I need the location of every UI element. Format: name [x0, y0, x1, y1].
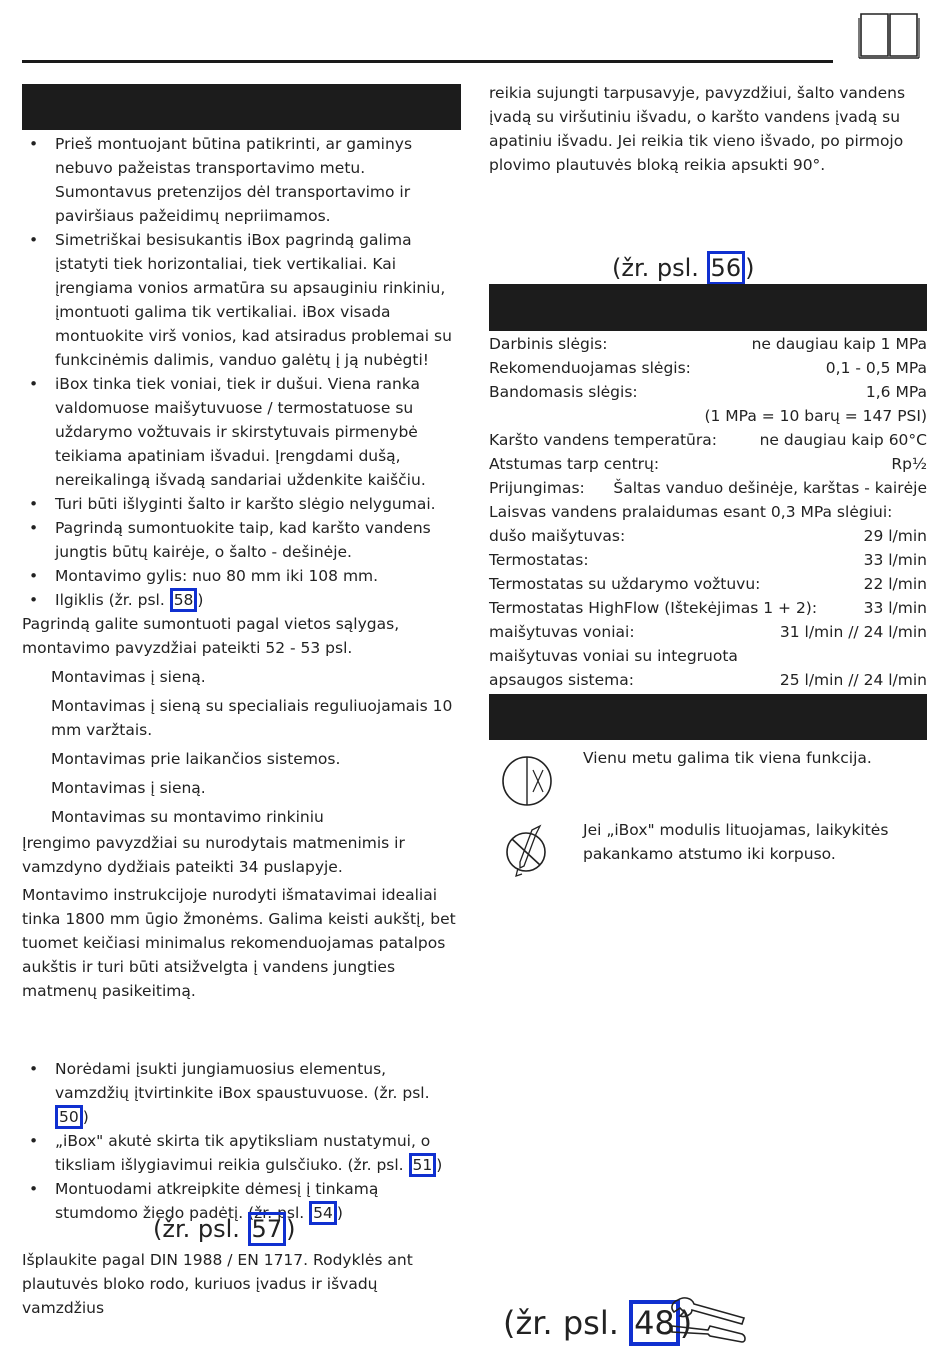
- mount-option: Montavimas į sieną.: [51, 779, 206, 797]
- flow-value: 29 l/min: [863, 527, 927, 545]
- symbol-text-one-function: Vienu metu galima tik viena funkcija.: [583, 749, 872, 767]
- spec-row: [489, 452, 927, 476]
- list-item-tail: ): [197, 591, 204, 609]
- flow-value: 33 l/min: [863, 599, 927, 617]
- flow-heading: Laisvas vandens pralaidumas esant 0,3 MPa slėgiui:: [489, 503, 893, 521]
- spec-value: 1,6 MPa: [865, 383, 927, 401]
- list-item-text: Simetriškai besisukantis iBox pagrindą galima įstatyti tiek horizontaliai, tiek vertikaliai. Kai įrengiama vonios armatūra su apsauginiu rinkiniu, įmontuoti galima tik vertikaliai. iBox visada montuokite virš vonios, kad atsiradus problemai su funkcinėmis dalimis, vanduo galėtų į ją nubėgti!: [55, 231, 452, 369]
- mount-option: Montavimas su montavimo rinkiniu: [51, 808, 324, 826]
- mount-option: Montavimas į sieną su specialiais reguliuojamais 10 mm varžtais.: [51, 697, 453, 739]
- spec-row: [489, 428, 927, 452]
- list-item: [22, 492, 462, 516]
- flow-row: [489, 596, 927, 620]
- flow-label: maišytuvas voniai:: [489, 623, 635, 641]
- spec-row: [489, 332, 927, 356]
- spec-value: ne daugiau kaip 60°C: [759, 431, 927, 449]
- mount-option: Montavimas į sieną.: [51, 668, 206, 686]
- list-item-tail: ): [82, 1108, 89, 1126]
- page-link-58[interactable]: 58: [170, 588, 198, 612]
- flow-value: 22 l/min: [863, 575, 927, 593]
- spec-row: [489, 380, 927, 404]
- spec-value: Rp½: [891, 455, 927, 473]
- bullets-safety: [22, 132, 462, 612]
- list-item: [22, 228, 462, 372]
- specs-table: [489, 332, 927, 692]
- list-item-text: „iBox" akutė skirta tik apytiksliam nustatymui, o tiksliam išlygiavimui reikia gulsčiuko. (žr. psl.: [55, 1132, 431, 1174]
- list-item-tail: ): [436, 1156, 443, 1174]
- flow-row: [489, 548, 927, 572]
- section-bar-symbols: [489, 694, 927, 740]
- spec-label: Prijungimas:: [489, 479, 585, 497]
- list-item-text: Montavimo gylis: nuo 80 mm iki 108 mm.: [55, 567, 379, 585]
- see-page-56: [612, 251, 754, 285]
- paragraph-flush-continued: reikia sujungti tarpusavyje, pavyzdžiui, šalto vandens įvadą su viršutiniu išvadu, o karšto vandens įvadą su apatiniu išvadu. Jei reikia tik vieno išvado, po pirmojo plovimo plautuvės bloką reikia apsukti 90°.: [489, 84, 906, 174]
- flow-label: Termostatas HighFlow (Ištekėjimas 1 + 2):: [489, 599, 818, 617]
- list-item-text: Ilgiklis (žr. psl.: [55, 591, 170, 609]
- spec-label: Darbinis slėgis:: [489, 335, 608, 353]
- list-item-text: Montuodami atkreipkite dėmesį į tinkamą stumdomo žiedo padėtį. (žr. psl.: [55, 1180, 379, 1222]
- bullets-installation: [22, 1057, 462, 1225]
- section-bar-safety: [22, 84, 461, 130]
- spec-label: Rekomenduojamas slėgis:: [489, 359, 691, 377]
- flow-row: [489, 572, 927, 596]
- list-item-text: Prieš montuojant būtina patikrinti, ar gaminys nebuvo pažeistas transportavimo metu. Sumontavus pretenzijos dėl transportavimo ir paviršiaus pažeidimų nepriimamos.: [55, 135, 413, 225]
- spec-row: [489, 404, 927, 428]
- symbol-text-soldering: Jei „iBox" modulis lituojamas, laikykitės pakankamo atstumo iki korpuso.: [583, 821, 889, 863]
- list-item: [22, 516, 462, 564]
- list-item-text: iBox tinka tiek voniai, tiek ir dušui. Viena ranka valdomuose maišytuvuose / termostatuose su uždarymo vožtuvais ir skirstytuvais pirmenybė teikiama apatiniam išvadui. Įrengdami dušą, nereikalingą išvadą sandariai uždenkite kaiščiu.: [55, 375, 426, 489]
- page-link-57[interactable]: 57: [248, 1212, 287, 1246]
- flow-label: Termostatas su uždarymo vožtuvu:: [489, 575, 761, 593]
- spec-value: 0,1 - 0,5 MPa: [825, 359, 927, 377]
- spec-value: ne daugiau kaip 1 MPa: [751, 335, 927, 353]
- section-bar-specs: [489, 284, 927, 331]
- see-page-prefix: (žr. psl.: [153, 1215, 248, 1243]
- left-column: [22, 132, 462, 1003]
- list-item: [22, 132, 462, 228]
- flow-label: apsaugos sistema:: [489, 671, 634, 689]
- list-item: [22, 588, 462, 612]
- page-link-50[interactable]: 50: [55, 1105, 83, 1129]
- flow-row: [489, 644, 927, 668]
- mount-option: Montavimas prie laikančios sistemos.: [51, 750, 341, 768]
- flow-row: [489, 620, 927, 644]
- spec-label: Bandomasis slėgis:: [489, 383, 638, 401]
- wrench-screwdriver-icon: [668, 1296, 748, 1346]
- book-icon: [858, 8, 920, 60]
- see-page-48: [503, 1300, 692, 1346]
- flow-value: 25 l/min // 24 l/min: [779, 671, 927, 689]
- paragraph-flush: Išplaukite pagal DIN 1988 / EN 1717. Rodyklės ant plautuvės bloko rodo, kuriuos įvadus ir išvadų vamzdžius: [22, 1251, 413, 1317]
- page-link-54[interactable]: 54: [309, 1201, 337, 1225]
- list-item: [22, 1057, 462, 1129]
- flow-row: [489, 524, 927, 548]
- flow-label: maišytuvas voniai su integruota: [489, 647, 738, 665]
- page-link-48[interactable]: 48: [629, 1300, 680, 1346]
- see-page-57: [153, 1212, 295, 1246]
- page-link-51[interactable]: 51: [409, 1153, 437, 1177]
- list-item: [22, 372, 462, 492]
- spec-value: (1 MPa = 10 barų = 147 PSI): [704, 407, 927, 425]
- spec-label: Karšto vandens temperatūra:: [489, 431, 717, 449]
- spec-row: [489, 356, 927, 380]
- see-page-prefix: (žr. psl.: [612, 254, 707, 282]
- no-soldering-icon: [502, 822, 554, 878]
- flow-value: 33 l/min: [863, 551, 927, 569]
- list-item: [22, 1129, 462, 1177]
- mount-options: [22, 665, 462, 829]
- page-link-56[interactable]: 56: [707, 251, 746, 285]
- list-item: [22, 564, 462, 588]
- spec-label: Atstumas tarp centrų:: [489, 455, 660, 473]
- paragraph-dimensions: Montavimo instrukcijoje nurodyti išmatavimai idealiai tinka 1800 mm ūgio žmonėms. Galima keisti aukštį, bet tuomet keičiasi minimalus rekomenduojamas patalpos aukštis ir turi būti atsižvelgta į vandens jungties matmenų pasikeitimą.: [22, 886, 456, 1000]
- list-item-text: Turi būti išlyginti šalto ir karšto slėgio nelygumai.: [55, 495, 436, 513]
- see-page-prefix: (žr. psl.: [503, 1304, 630, 1342]
- see-page-tail: ): [286, 1215, 296, 1243]
- see-page-tail: ): [679, 1304, 693, 1342]
- list-item-text: Norėdami įsukti jungiamuosius elementus, vamzdžių įtvirtinkite iBox spaustuvuose. (žr. psl.: [55, 1060, 430, 1102]
- flow-row: [489, 668, 927, 692]
- spec-value: Šaltas vanduo dešinėje, karštas - kairėje: [613, 479, 927, 497]
- flow-label: dušo maišytuvas:: [489, 527, 626, 545]
- paragraph-examples: Įrengimo pavyzdžiai su nurodytais matmenimis ir vamzdyno dydžiais pateikti 34 puslapyje.: [22, 834, 405, 876]
- spec-row: [489, 476, 927, 500]
- flow-label: Termostatas:: [489, 551, 589, 569]
- diverter-symbol-icon: [500, 754, 554, 808]
- header-rule: [22, 60, 833, 63]
- list-item-text: Pagrindą sumontuokite taip, kad karšto vandens jungtis būtų kairėje, o šalto - dešinėje.: [55, 519, 431, 561]
- see-page-tail: ): [745, 254, 755, 282]
- paragraph-mount: Pagrindą galite sumontuoti pagal vietos sąlygas, montavimo pavyzdžiai pateikti 52 - 53 psl.: [22, 615, 400, 657]
- list-item-tail: ): [336, 1204, 343, 1222]
- flow-value: 31 l/min // 24 l/min: [779, 623, 927, 641]
